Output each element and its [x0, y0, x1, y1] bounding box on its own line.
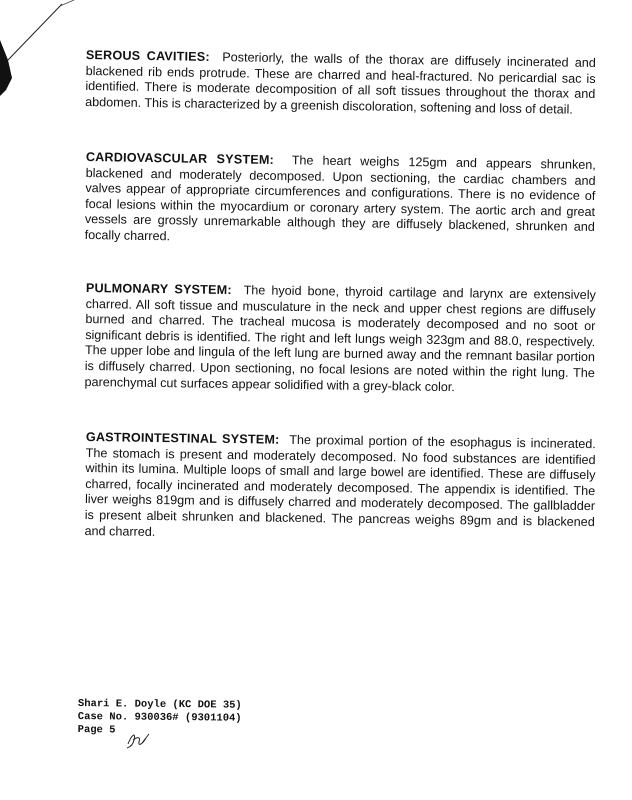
- section-heading: SEROUS CAVITIES:: [85, 48, 210, 64]
- footer-name: Shari E. Doyle (KC DOE 35): [77, 698, 242, 712]
- section-body: The heart weighs 125gm and appears shrunken, blackened and moderately decomposed. Upon sectioning, the cardiac chambers and valves appear of appropriate circumferences and configurations. There is no evidence of focal lesions within the myocardium or coronary artery system. The aortic arch and great vessels are grossly unremarkable although they are diffusely blackened, shrunken and focally charred.: [84, 153, 596, 244]
- cardiovascular-section: [85, 150, 596, 252]
- footer-page-number: Page 5: [77, 723, 116, 737]
- footer-case-number: Case No. 930036# (9301104): [77, 710, 242, 725]
- serous-cavities-section: [85, 48, 596, 118]
- section-body: The hyoid bone, thyroid cartilage and larynx are extensively charred. All soft tissue and musculature in the neck and upper chest regions are diffusely burned and charred. The tracheal mucosa is moderately decomposed and no soot or significant debris is identified. The right and left lungs weigh 323gm and 88.0, respectively. The upper lobe and lingula of the left lung are burned away and the remnant basilar portion is diffusely charred. Upon sectioning, no focal lesions are noted within the right lung. The parenchymal cut surfaces appear solidified with a grey-black color.: [84, 283, 596, 394]
- handwritten-initials: [124, 728, 152, 750]
- section-body: Posteriorly, the walls of the thorax are diffusely incinerated and blackened rib ends protrude. These are charred and heal-fractured. No pericardial sac is identified. There is moderate decomposition of all soft tissues throughout the thorax and abdomen. This is characterized by a greenish discoloration, softening and loss of detail.: [85, 50, 596, 117]
- section-heading: CARDIOVASCULAR SYSTEM:: [85, 150, 275, 167]
- pulmonary-section: [84, 281, 595, 397]
- document-footer: [78, 698, 242, 739]
- section-heading: GASTROINTESTINAL SYSTEM:: [85, 430, 280, 447]
- section-heading: PULMONARY SYSTEM:: [85, 281, 232, 298]
- page-edge-mark: [0, 0, 80, 100]
- section-body: The proximal portion of the esophagus is incinerated. The stomach is present and moderately decomposed. No food substances are identified within its lumina. Multiple loops of small and large bowel are identified. These are diffusely charred, focally incinerated and moderately decomposed. The appendix is identified. The liver weighs 819gm and is diffusely charred and moderately decomposed. The gallbladder is present albeit shrunken and blackened. The pancreas weighs 89gm and is blackened and charred.: [84, 432, 596, 539]
- gastrointestinal-section: [84, 430, 595, 546]
